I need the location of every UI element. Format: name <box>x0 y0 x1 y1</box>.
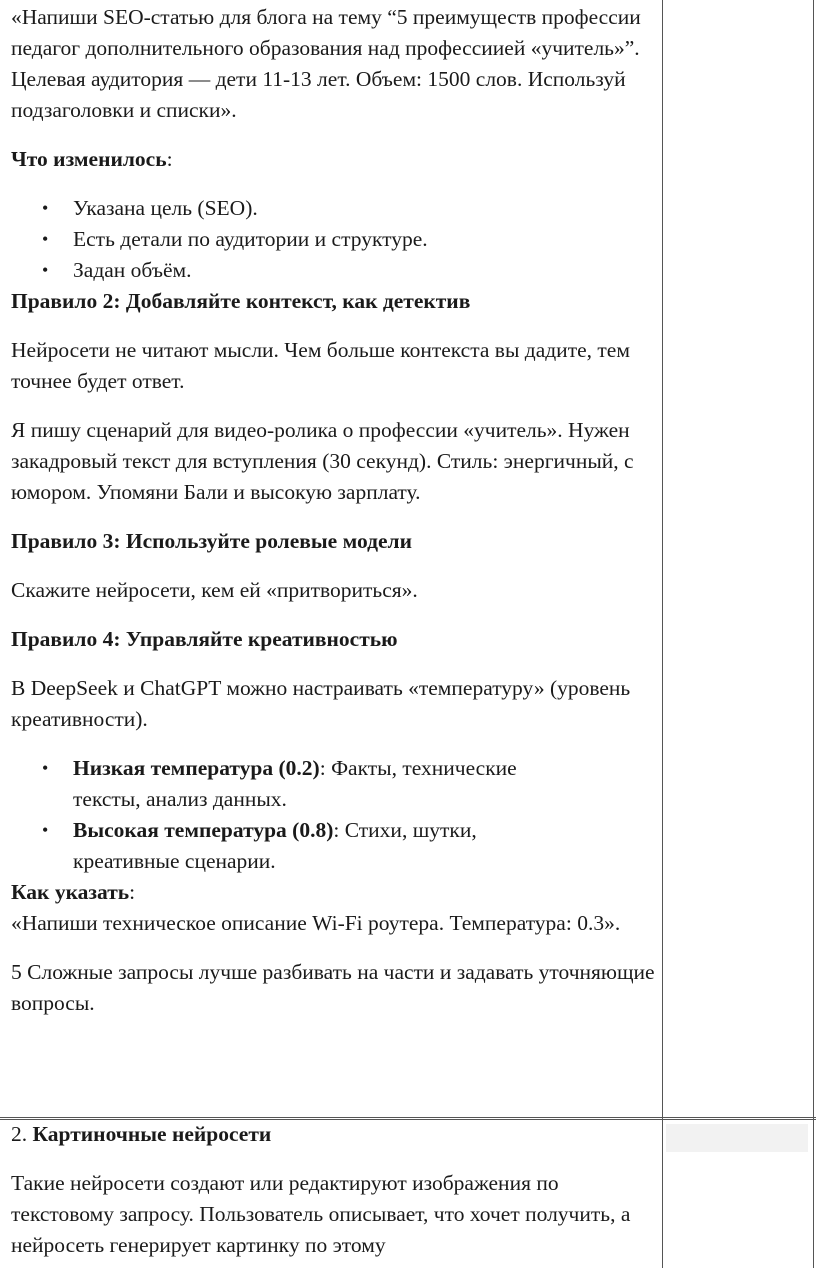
rule2-heading: Правило 2: Добавляйте контекст, как детектив <box>11 289 471 313</box>
changes-heading: Что изменилось <box>11 147 167 171</box>
point-5: 5 Сложные запросы лучше разбивать на части и задавать уточняющие вопросы. <box>11 960 655 1015</box>
list-item: • Указана цель (SEO). <box>11 193 655 224</box>
prompt-example: «Напиши SEO-статью для блога на тему “5 преимуществ профессии педагог дополнительного образования над профессиией «учитель»”. Целевая аудитория — дети 11-13 лет. Объем: 1500 слов. Используй подзаголовки и списки». <box>11 5 641 122</box>
how-heading-line: Как указать: <box>11 880 136 904</box>
section-text: Такие нейросети создают или редактируют изображения по текстовому запросу. Пользователь описывает, что хочет получить, а нейросеть генерирует картинку по этому <box>11 1171 631 1257</box>
rule4-heading: Правило 4: Управляйте креативностью <box>11 627 398 651</box>
section-number: 2. <box>11 1122 28 1146</box>
list-item: • Задан объём. <box>11 255 655 286</box>
rule2-example: Я пишу сценарий для видео-ролика о профессии «учитель». Нужен закадровый текст для вступления (30 секунд). Стиль: энергичный, с юмором. Упомяни Бали и высокую зарплату. <box>11 418 634 504</box>
list-item: • Низкая температура (0.2): Факты, технические тексты, анализ данных. <box>11 753 571 815</box>
cell-shading <box>666 1124 808 1152</box>
changes-list <box>11 193 655 286</box>
section-heading-line <box>11 1119 631 1150</box>
table-cell-top <box>11 2 655 1037</box>
rule2-text: Нейросети не читают мысли. Чем больше контекста вы дадите, тем точнее будет ответ. <box>11 338 630 393</box>
list-item: • Высокая температура (0.8): Стихи, шутки, креативные сценарии. <box>11 815 571 877</box>
temperature-list <box>11 753 571 877</box>
list-item: • Есть детали по аудитории и структуре. <box>11 224 655 255</box>
table-row-divider <box>0 1117 816 1118</box>
section-heading: Картиночные нейросети <box>32 1122 272 1146</box>
how-example: «Напиши техническое описание Wi-Fi роутера. Температура: 0.3». <box>11 911 621 935</box>
table-cell-bottom <box>11 1119 631 1279</box>
rule4-text: В DeepSeek и ChatGPT можно настраивать «температуру» (уровень креативности). <box>11 676 631 731</box>
rule3-heading: Правило 3: Используйте ролевые модели <box>11 529 412 553</box>
how-heading: Как указать <box>11 880 130 904</box>
table-border-right <box>813 0 814 1268</box>
table-divider-vertical <box>662 0 663 1268</box>
rule3-text: Скажите нейросети, кем ей «притвориться». <box>11 578 418 602</box>
changes-heading-line: Что изменилось: <box>11 147 173 171</box>
